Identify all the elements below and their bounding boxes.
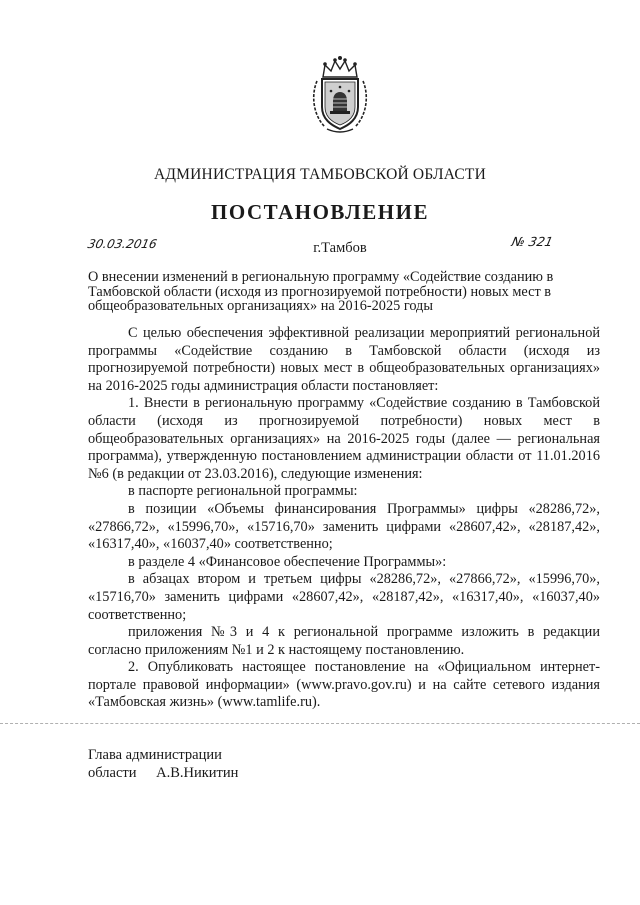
- divider-line: [0, 723, 640, 725]
- document-type-title: ПОСТАНОВЛЕНИЕ: [211, 200, 429, 224]
- document-number: № 321: [510, 234, 555, 249]
- organization-title: АДМИНИСТРАЦИЯ ТАМБОВСКОЙ ОБЛАСТИ: [154, 166, 486, 183]
- body-paragraph: 1. Внести в региональную программу «Содействие созданию в Тамбовской области (исходя из прогнозируемой потребности) новых мест в общеобразовательных организациях» на 2016-2025 годы (далее — региональная программа), утвержденную постановлением администрации области от 11.01.2016 №6 (в редакции от 23.03.2016), следующие изменения:: [88, 395, 600, 482]
- body-paragraph: в абзацах втором и третьем цифры «28286,72», «27866,72», «15996,70», «15716,70» заменить цифрами «28607,42», «28187,42», «16317,40», «16037,40» соответственно;: [88, 571, 600, 623]
- document-city: г.Тамбов: [313, 240, 367, 256]
- document-date: 30.03.2016: [86, 237, 159, 251]
- body-paragraph: 2. Опубликовать настоящее постановление на «Официальном интернет-портале правовой информации» (www.pravo.gov.ru) и на сайте сетевого издания «Тамбовская жизнь» (www.tamlife.ru).: [88, 659, 600, 711]
- document-subject: О внесении изменений в региональную программу «Содействие созданию в Тамбовской области (исходя из прогнозируемой потребности) новых мест в общеобразовательных организациях» на 2016-2025 годы: [88, 269, 554, 315]
- body-paragraph: приложения №3 и 4 к региональной программе изложить в редакции согласно приложениям №1 и 2 к настоящему постановлению.: [88, 624, 600, 658]
- signature-title-line1: Глава администрации: [88, 747, 222, 763]
- body-paragraph: в разделе 4 «Финансовое обеспечение Программы»:: [128, 553, 447, 570]
- signatory-name: А.В.Никитин: [156, 764, 239, 781]
- signature-title-line2: области: [88, 764, 137, 781]
- body-paragraph: в паспорте региональной программы:: [128, 483, 358, 500]
- document-body: [88, 325, 600, 712]
- body-paragraph: С целью обеспечения эффективной реализации мероприятий региональной программы «Содействие созданию в Тамбовской области (исходя из прогнозируемой потребности) новых мест в общеобразовательных организациях» на 2016-2025 годы администрация области постановляет:: [88, 325, 600, 394]
- signature-block: [88, 747, 238, 782]
- coat-of-arms-emblem: [309, 55, 371, 137]
- body-paragraph: в позиции «Объемы финансирования Программы» цифры «28286,72», «27866,72», «15996,70», «15716,70» заменить цифрами «28607,42», «28187,42», «16317,40», «16037,40» соответственно;: [88, 500, 600, 553]
